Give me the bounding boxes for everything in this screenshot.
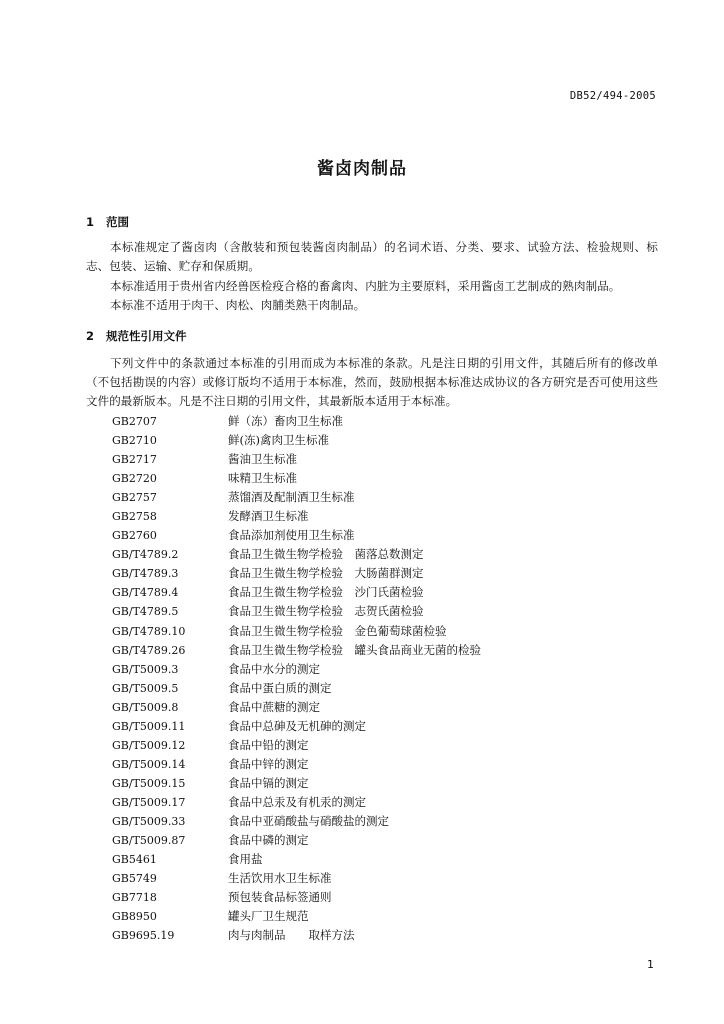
reference-code: GB/T5009.14 <box>112 757 186 771</box>
reference-item <box>112 698 481 717</box>
reference-code: GB/T5009.33 <box>112 814 186 828</box>
reference-item <box>112 469 481 488</box>
reference-item <box>112 717 481 736</box>
reference-code: GB2757 <box>112 491 157 505</box>
reference-item <box>112 450 481 469</box>
reference-code: GB9695.19 <box>112 929 175 943</box>
reference-code: GB/T5009.8 <box>112 700 179 714</box>
reference-item <box>112 526 481 545</box>
reference-item <box>112 602 481 621</box>
section-1-paragraph-2: 本标准适用于贵州省内经兽医检疫合格的畜禽肉、内脏为主要原料，采用酱卤工艺制成的熟肉制品。 <box>110 279 621 293</box>
reference-item <box>112 774 481 793</box>
reference-code: GB/T4789.3 <box>112 567 179 581</box>
reference-code: GB2710 <box>112 434 157 448</box>
reference-title: 食品卫生微生物学检验 金色葡萄球菌检验 <box>228 623 447 638</box>
document-code: DB52/494-2005 <box>569 90 656 102</box>
reference-title: 味精卫生标准 <box>228 471 297 486</box>
reference-item <box>112 831 481 850</box>
reference-title: 食品卫生微生物学检验 大肠菌群测定 <box>228 566 424 581</box>
section-1-heading <box>86 214 129 230</box>
reference-code: GB/T4789.26 <box>112 643 186 657</box>
reference-title: 酱油卫生标准 <box>228 452 297 467</box>
reference-title: 食品中水分的测定 <box>228 661 320 676</box>
section-1-paragraph-3: 本标准不适用于肉干、肉松、肉脯类熟干肉制品。 <box>110 298 366 312</box>
reference-title: 预包装食品标签通则 <box>228 890 332 905</box>
reference-title: 食用盐 <box>228 852 263 867</box>
section-2-title: 规范性引用文件 <box>106 329 187 343</box>
reference-item <box>112 869 481 888</box>
section-1-number: 1 <box>86 215 95 229</box>
reference-title: 食品中锌的测定 <box>228 756 309 771</box>
reference-title: 鲜(冻)禽肉卫生标准 <box>228 433 329 448</box>
reference-code: GB5749 <box>112 872 157 886</box>
reference-item <box>112 812 481 831</box>
reference-code: GB/T5009.17 <box>112 795 186 809</box>
reference-item <box>112 488 481 507</box>
reference-title: 食品中铅的测定 <box>228 737 309 752</box>
reference-item <box>112 412 481 431</box>
reference-code: GB/T5009.15 <box>112 776 186 790</box>
reference-list <box>112 412 481 945</box>
reference-code: GB/T4789.2 <box>112 548 179 562</box>
section-1-title: 范围 <box>106 215 129 229</box>
page-number: 1 <box>647 958 654 971</box>
reference-title: 食品卫生微生物学检验 沙门氏菌检验 <box>228 585 424 600</box>
reference-code: GB/T5009.87 <box>112 834 186 848</box>
section-1-paragraph-1: 本标准规定了酱卤肉（含散装和预包装酱卤肉制品）的名词术语、分类、要求、试验方法、检验规则、标志、包装、运输、贮存和保质期。 <box>86 240 658 273</box>
reference-title: 食品中蔗糖的测定 <box>228 699 320 714</box>
reference-title: 食品卫生微生物学检验 罐头食品商业无菌的检验 <box>228 642 481 657</box>
reference-code: GB2758 <box>112 510 157 524</box>
reference-item <box>112 564 481 583</box>
reference-item <box>112 755 481 774</box>
section-2-heading <box>86 328 187 344</box>
reference-code: GB/T5009.11 <box>112 719 186 733</box>
reference-item <box>112 583 481 602</box>
reference-code: GB2720 <box>112 472 157 486</box>
reference-item <box>112 793 481 812</box>
reference-title: 蒸馏酒及配制酒卫生标准 <box>228 490 355 505</box>
reference-title: 食品添加剂使用卫生标准 <box>228 528 355 543</box>
reference-code: GB/T4789.5 <box>112 605 179 619</box>
reference-code: GB2760 <box>112 529 157 543</box>
reference-code: GB/T5009.5 <box>112 681 179 695</box>
reference-title: 食品中蛋白质的测定 <box>228 680 332 695</box>
reference-code: GB5461 <box>112 853 157 867</box>
section-2-intro: 下列文件中的条款通过本标准的引用而成为本标准的条款。凡是注日期的引用文件，其随后所有的修改单（不包括勘误的内容）或修订版均不适用于本标准，然而，鼓励根据本标准达成协议的各方研究是否可使用这些文件的最新版本。凡是不注日期的引用文件，其最新版本适用于本标准。 <box>86 356 658 408</box>
document-title: 酱卤肉制品 <box>317 159 407 179</box>
reference-title: 肉与肉制品 取样方法 <box>228 928 355 943</box>
reference-title: 发酵酒卫生标准 <box>228 509 309 524</box>
reference-item <box>112 888 481 907</box>
reference-item <box>112 907 481 926</box>
reference-title: 鲜（冻）畜肉卫生标准 <box>228 414 343 428</box>
reference-code: GB7718 <box>112 891 157 905</box>
reference-code: GB/T5009.12 <box>112 738 186 752</box>
reference-code: GB/T4789.4 <box>112 586 179 600</box>
reference-title: 食品中总汞及有机汞的测定 <box>228 794 366 809</box>
reference-item <box>112 850 481 869</box>
reference-item <box>112 660 481 679</box>
reference-item <box>112 926 481 945</box>
reference-code: GB8950 <box>112 910 157 924</box>
reference-item <box>112 431 481 450</box>
reference-item <box>112 507 481 526</box>
reference-item <box>112 736 481 755</box>
reference-item <box>112 679 481 698</box>
reference-item <box>112 641 481 660</box>
reference-title: 食品中镉的测定 <box>228 775 309 790</box>
reference-title: 食品卫生微生物学检验 志贺氏菌检验 <box>228 604 424 619</box>
reference-code: GB2707 <box>112 415 157 428</box>
reference-code: GB/T5009.3 <box>112 662 179 676</box>
reference-title: 食品中总砷及无机砷的测定 <box>228 718 366 733</box>
reference-item <box>112 545 481 564</box>
section-2-number: 2 <box>86 329 95 343</box>
reference-title: 生活饮用水卫生标准 <box>228 871 332 886</box>
reference-item <box>112 622 481 641</box>
reference-title: 食品中亚硝酸盐与硝酸盐的测定 <box>228 813 389 828</box>
reference-code: GB/T4789.10 <box>112 624 186 638</box>
reference-code: GB2717 <box>112 453 157 467</box>
reference-title: 食品卫生微生物学检验 菌落总数测定 <box>228 547 424 562</box>
reference-title: 罐头厂卫生规范 <box>228 909 309 924</box>
reference-title: 食品中磷的测定 <box>228 833 309 848</box>
